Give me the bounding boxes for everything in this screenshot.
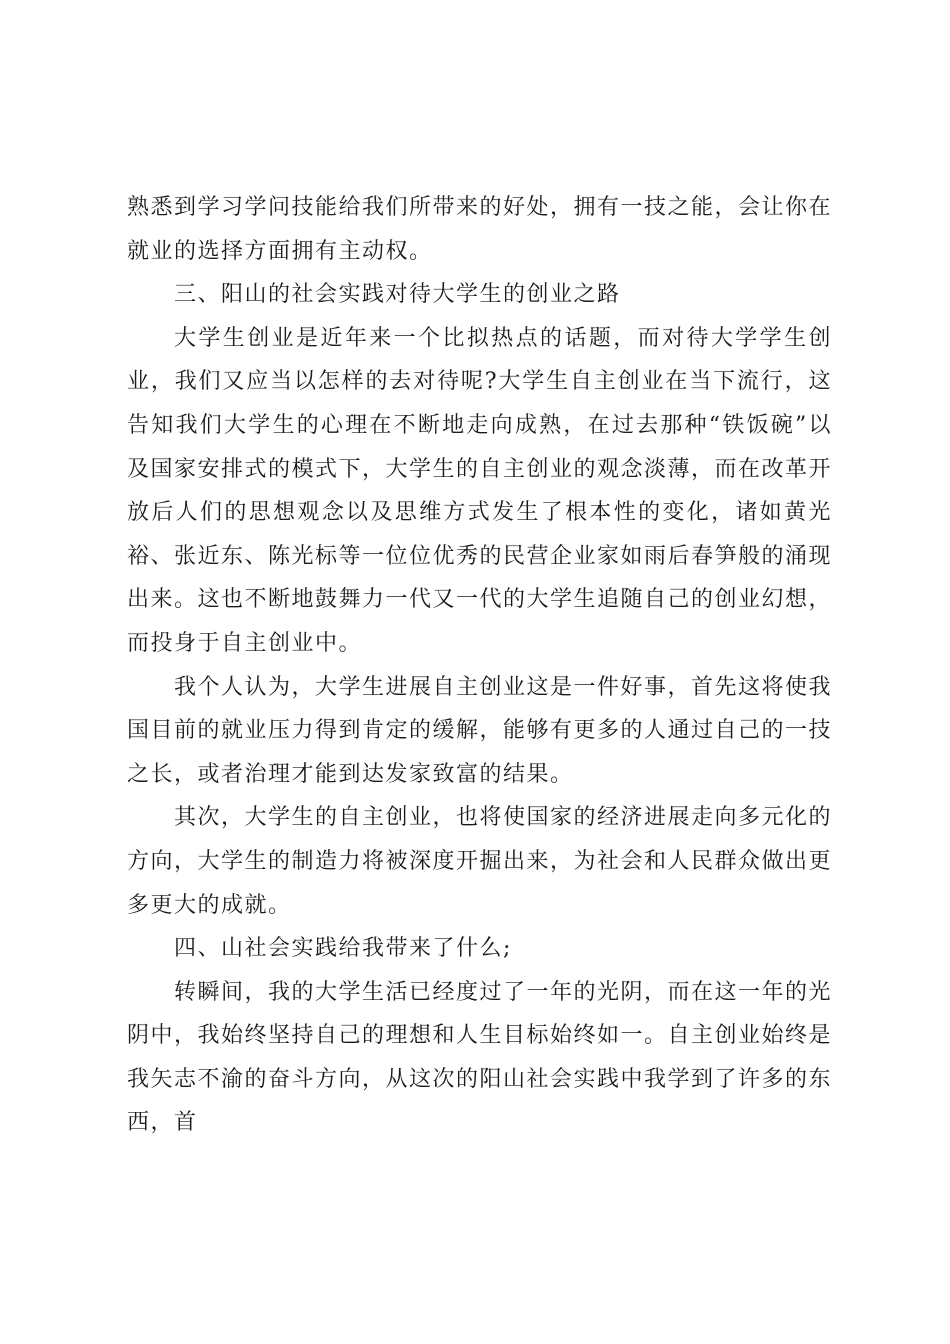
paragraph-reflection: 转瞬间，我的大学生活已经度过了一年的光阴，而在这一年的光阴中，我始终坚持自己的理想和人生目标始终如一。自主创业始终是我矢志不渝的奋斗方向，从这次的阳山社会实践中我学到了许多的东西，首 — [127, 979, 833, 1136]
section-heading-three: 三、阳山的社会实践对待大学生的创业之路 — [174, 282, 621, 308]
paragraph-personal-opinion: 我个人认为，大学生进展自主创业这是一件好事，首先这将使我国目前的就业压力得到肯定的缓解，能够有更多的人通过自己的一技之长，或者治理才能到达发家致富的结果。 — [127, 674, 833, 787]
paragraph-secondly: 其次，大学生的自主创业，也将使国家的经济进展走向多元化的方向，大学生的制造力将被深度开掘出来，为社会和人民群众做出更多更大的成就。 — [127, 805, 833, 918]
paragraph-continued: 熟悉到学习学问技能给我们所带来的好处，拥有一技之能，会让你在就业的选择方面拥有主动权。 — [127, 195, 833, 264]
document-body — [127, 186, 832, 1145]
section-heading-four: 四、山社会实践给我带来了什么; — [174, 936, 512, 962]
paragraph-entrepreneurship: 大学生创业是近年来一个比拟热点的话题，而对待大学学生创业，我们又应当以怎样的去对待呢?大学生自主创业在当下流行，这告知我们大学生的心理在不断地走向成熟，在过去那种“铁饭碗”以及国家安排式的模式下，大学生的自主创业的观念淡薄，而在改革开放后人们的思想观念以及思维方式发生了根本性的变化，诸如黄光裕、张近东、陈光标等一位位优秀的民营企业家如雨后春笋般的涌现出来。这也不断地鼓舞力一代又一代的大学生追随自己的创业幻想，而投身于自主创业中。 — [127, 325, 833, 656]
